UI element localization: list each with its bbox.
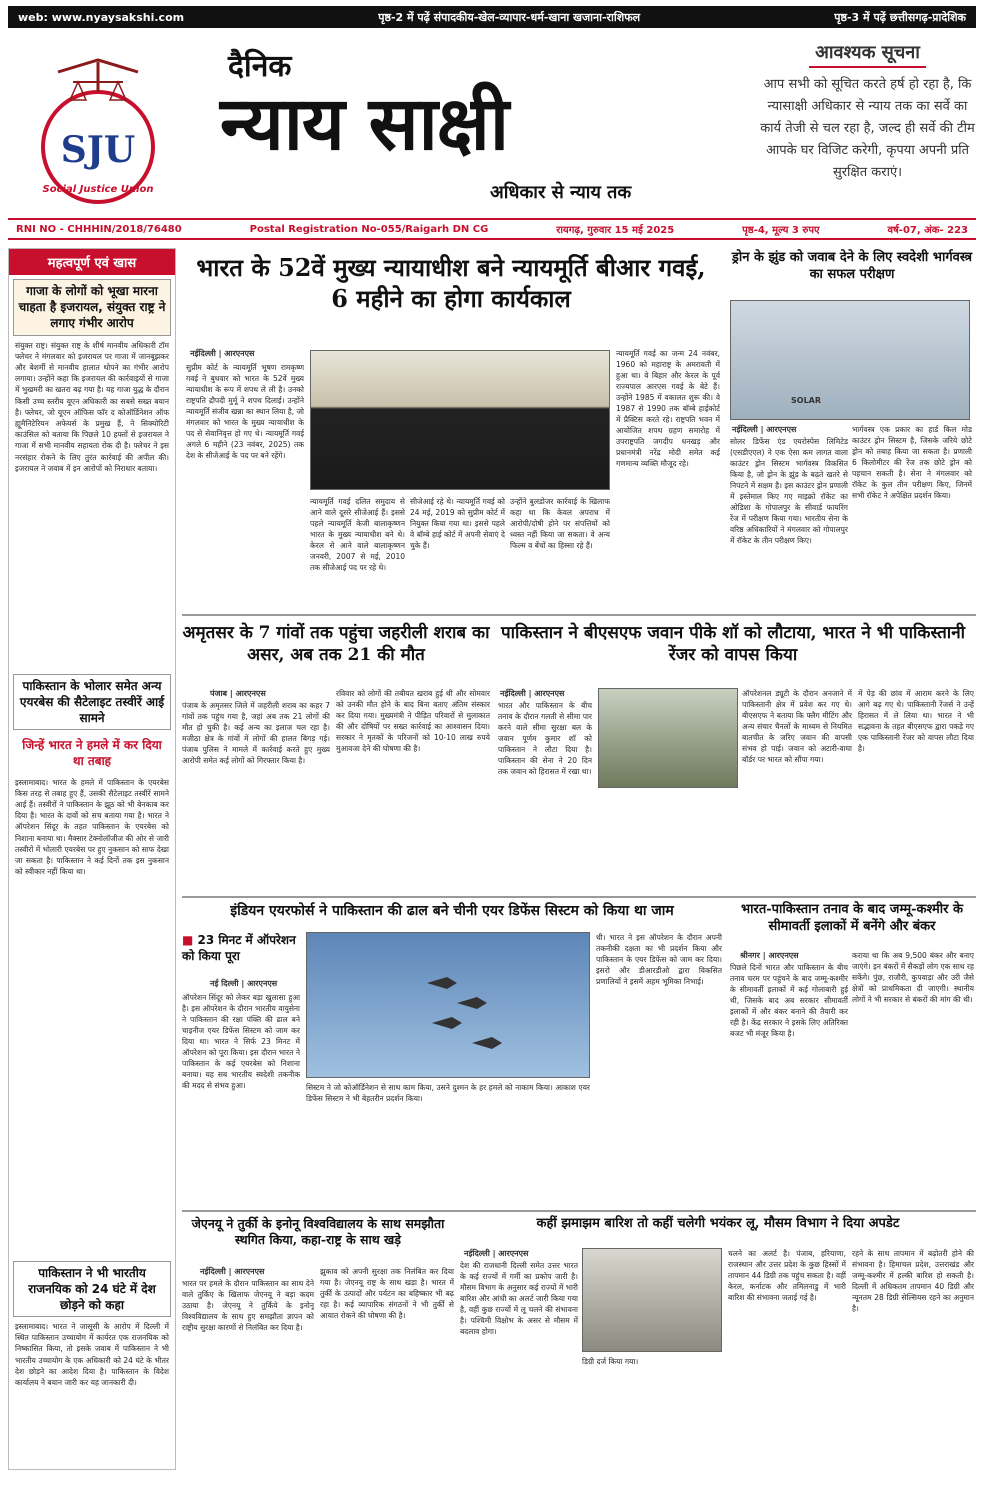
square-bullet-icon: ■ [182, 933, 198, 947]
logo-text: SJU [60, 129, 136, 171]
cji-column-2: न्यायमूर्ति गवई दलित समुदाय से आने वाले दूसरे सीजेआई हैं। इससे पहले न्यायमूर्ति केजी बालाकृष्णन भारत के मुख्य न्यायाधीश बने थे। केरल से आने वाले बालाकृष्णन जनवरी, 2007 से मई, 2010 तक सीजेआई पद पर रहे थे। [310, 497, 405, 572]
cji-dateline: नईदिल्ली | आरएनएस [190, 349, 255, 358]
jnu-dateline: नईदिल्ली | आरएनएस [200, 1267, 265, 1276]
cji-column-4: उन्होंने बुलडोजर कार्रवाई के खिलाफ कहा था कि केवल अपराध में आरोपी/दोषी होने पर संपत्तियों को ध्वस्त नहीं किया जा सकता। वे अन्य फिल्म व बेंचों का हिस्सा रहे हैं। [510, 497, 610, 550]
weather-headline: कहीं झमाझम बारिश तो कहीं चलेगी भयंकर लू, मौसम विभाग ने दिया अपडेट [536, 1216, 900, 1231]
year-issue: वर्ष-07, अंक- 223 [887, 225, 968, 236]
edition-date: रायगढ़, गुरुवार 15 मई 2025 [556, 225, 675, 236]
drone-photo-label: SOLAR [791, 396, 822, 405]
jk-dateline: श्रीनगर | आरएनएस [740, 951, 799, 960]
bsf-dateline: नईदिल्ली | आरएनएस [500, 689, 565, 698]
iaf-column-3: थी। भारत ने इस ऑपरेशन के दौरान अपनी तकनीकी दक्षता का भी प्रदर्शन किया और पाकिस्तान के एयर डिफेंस को जाम कर दिया। इसरो और डीआरडीओ द्वारा विकसित प्रणालियों ने इसमें अहम भूमिका निभाई। [596, 933, 722, 986]
story-satellite-subtitle: जिन्हें भारत ने हमले में कर दिया था तबाह [22, 738, 162, 769]
notice-title: आवश्यक सूचना [809, 40, 926, 68]
masthead-tagline: अधिकार से न्याय तक [490, 182, 632, 203]
bsf-headline: पाकिस्तान ने बीएसएफ जवान पीके शॉ को लौटाया, भारत ने भी पाकिस्तानी रेंजर को वापस किया [500, 623, 966, 666]
liquor-column-2: रविवार को लोगों की तबीयत खराब हुई थी और सोमवार को उनकी मौत होने के बाद बिना बताए अंतिम संस्कार कर दिया गया। मुख्यमंत्री ने पीड़ित परिवारों से मुलाकात की और दोषियों पर सख्त कार्रवाई का आश्वासन दिया। सरकार ने मृतकों के परिजनों को 10-10 लाख रुपये मुआवजा देने की घोषणा की है। [336, 689, 490, 753]
drone-column-2: भार्गवस्त्र एक प्रकार का हार्ड किल मोड काउंटर ड्रोन सिस्टम है, जिसके जरिये छोटे ड्रोन को तबाह किया जा सकता है। प्रणाली 6 किलोमीटर की रेंज तक छोटे ड्रोन को पहचान सकती है। सेना ने मंगलवार को रॉकेट के कुल तीन परीक्षण किए, जिनमें सभी रॉकेट ने अपेक्षित प्रदर्शन किया। [852, 425, 972, 500]
rni-number: RNI NO - CHHHIN/2018/76480 [16, 223, 182, 235]
logo-subtitle: Social Justice Union [42, 184, 154, 195]
jnu-column-1: भारत पर हमले के दौरान पाकिस्तान का साथ देने वाले तुर्किए के खिलाफ जेएनयू ने बड़ा कदम उठाया है। जेएनयू ने तुर्किये के इनोनू विश्वविद्यालय के साथ हुए समझौता ज्ञापन को राष्ट्रीय सुरक्षा कारणों से निलंबित कर दिया है। [182, 1279, 314, 1332]
story-diplomat-text: इस्लामाबाद। भारत ने जासूसी के आरोप में दिल्ली में स्थित पाकिस्तान उच्चायोग में कार्यरत एक राजनयिक को निष्कासित किया, तो इसके जवाब में पाकिस्तान ने भी भारतीय उच्चायोग के एक अधिकारी को 24 घंटे के भीतर देश छोड़ने का आदेश दिया है। पाकिस्तान के विदेश कार्यालय ने बयान जारी कर यह जानकारी दी। [15, 1322, 169, 1388]
cji-column-3: सीजेआई रहे थे। न्यायमूर्ति गवई को 24 मई, 2019 को सुप्रीम कोर्ट में नियुक्त किया गया था। इससे पहले वे बॉम्बे हाई कोर्ट में अपनी सेवाएं दे चुके हैं। [410, 497, 505, 550]
weather-dateline: नईदिल्ली | आरएनएस [464, 1249, 529, 1258]
bsf-photo [598, 688, 738, 788]
masthead-daily: दैनिक [228, 49, 292, 84]
left-column [8, 248, 176, 1470]
cji-column-1: सुप्रीम कोर्ट के न्यायमूर्ति भूषण रामकृष्ण गवई ने बुधवार को भारत के 52वें मुख्य न्यायाधीश के रूप में शपथ ले ली है। उनको राष्ट्रपति द्रौपदी मुर्मू ने शपथ दिलाई। उन्होंने न्यायमूर्ति संजीव खन्ना का स्थान लिया है, जो मंगलवार को भारत के मुख्य न्यायाधीश के पद से सेवानिवृत्त हो गए थे। न्यायमूर्ति गवई अगले 6 महीने (23 नवंबर, 2025) तक देश के सीजेआई के पद पर बने रहेंगे। [186, 363, 304, 460]
page3-note: पृष्ठ-3 में पढ़ें छत्तीसगढ़-प्रादेशिक [834, 10, 966, 24]
drone-headline: ड्रोन के झुंड को जवाब देने के लिए स्वदेशी भार्गवस्त्र का सफल परीक्षण [731, 250, 973, 282]
story-diplomat-title: पाकिस्तान ने भी भारतीय राजनयिक को 24 घंटे में देश छोड़ने को कहा [13, 1261, 171, 1318]
divider [182, 896, 976, 898]
postal-registration: Postal Registration No-055/Raigarh DN CG [249, 223, 489, 235]
bsf-column-2: ऑपरेशनल ड्यूटी के दौरान अनजाने में पाकिस्तानी क्षेत्र में प्रवेश कर गए थे। बीएसएफ ने बताया कि फ्लैग मीटिंग और अन्य संचार चैनलों के माध्यम से नियमित बातचीत के जरिए जवान की वापसी संभव हो पाई। जवान को अटारी-वाघा बॉर्डर पर भारत को सौंपा गया। [742, 689, 852, 764]
story-gaza-title: गाजा के लोगों को भूखा मारना चाहता है इजरायल, संयुक्त राष्ट्र ने लगाए गंभीर आरोप [13, 279, 171, 336]
jnu-column-2: झुकाव को अपनी सुरक्षा तक निलंबित कर दिया गया है। जेएनयू राष्ट्र के साथ खड़ा है। भारत में तुर्की के उत्पादों और पर्यटन का बहिष्कार भी बढ़ रहा है। कई व्यापारिक संगठनों ने भी तुर्की से आयात रोकने की घोषणा की है। [320, 1267, 454, 1320]
iaf-subhead [182, 932, 300, 976]
weather-column-1: देश की राजधानी दिल्ली समेत उत्तर भारत के कई राज्यों में गर्मी का प्रकोप जारी है। मौसम विभाग के अनुसार कई राज्यों में भारी बारिश और आंधी का अलर्ट जारी किया गया है, वहीं कुछ राज्यों में लू चलने की संभावना है। पश्चिमी विक्षोभ के असर से मौसम में बदलाव होगा। [460, 1261, 578, 1336]
jk-column-2: कराया था कि अब 9,500 बंकर और बनाए जाएंगे। इन बंकरों में सैकड़ों लोग एक साथ रह सकेंगे। पुंछ, राजौरी, कुपवाड़ा और उरी जैसे क्षेत्रों को प्राथमिकता दी जाएगी। स्थानीय लोगों ने भी सरकार से बंकरों की मांग की थी। [852, 951, 974, 1004]
bsf-column-3: में पेड़ की छांव में आराम करने के लिए आगे बढ़ गए थे। पाकिस्तानी रेंजर्स ने उन्हें हिरासत में ले लिया था। भारत ने भी सद्भावना के तहत बीएसएफ द्वारा पकड़े गए एक पाकिस्तानी रेंजर को वापस लौटा दिया है। [858, 689, 974, 753]
masthead [200, 30, 720, 220]
divider [182, 614, 976, 616]
iaf-column-1: ऑपरेशन सिंदूर को लेकर बड़ा खुलासा हुआ है। इस ऑपरेशन के दौरान भारतीय वायुसेना ने पाकिस्तान की रक्षा पंक्ति की ढाल बने चाइनीज एयर डिफेंस सिस्टम को जाम कर दिया था। भारत ने सिर्फ 23 मिनट में ऑपरेशन को पूरा किया। इस दौरान भारत ने पाकिस्तान के कई एयरबेस को निशाना बनाया। यह सब भारतीय स्वदेशी तकनीक की मदद से संभव हुआ। [182, 993, 300, 1090]
divider [182, 1210, 976, 1212]
drone-dateline: नईदिल्ली | आरएनएस [732, 425, 797, 434]
liquor-dateline: पंजाब | आरएनएस [210, 689, 266, 698]
website-url[interactable]: web: www.nyaysakshi.com [18, 10, 185, 24]
liquor-column-1: पंजाब के अमृतसर जिले में जहरीली शराब का कहर 7 गांवों तक पहुंच गया है, जहां अब तक 21 लोगों की मौत हो चुकी है। कई अन्य का इलाज चल रहा है। मजीठा क्षेत्र के गांवों में लोगों की हालत बिगड़ गई। पंजाब पुलिस ने मामले में कार्रवाई करते हुए मुख्य आरोपी समेत कई लोगों को गिरफ्तार किया है। [182, 701, 330, 765]
weather-photo-caption: डिग्री दर्ज किया गया। [582, 1357, 639, 1366]
story-satellite-title: पाकिस्तान के भोलार समेत अन्य एयरबेस की सैटेलाइट तस्वीरें आई सामने [13, 674, 171, 731]
page2-note: पृष्ठ-2 में पढ़ें संपादकीय-खेल-व्यापार-धर्म-खाना खजाना-राशिफल [378, 10, 641, 24]
jk-headline: भारत-पाकिस्तान तनाव के बाद जम्मू-कश्मीर के सीमावर्ती इलाकों में बनेंगे और बंकर [741, 902, 963, 934]
story-gaza-text: संयुक्त राष्ट्र। संयुक्त राष्ट्र के शीर्ष मानवीय अधिकारी टॉम फ्लेचर ने मंगलवार को इजरायल पर गाजा में जानबूझकर और बेशर्मी से मानवीय हालात थोपने का गंभीर आरोप लगाया। उन्होंने कहा कि इजरायल की कार्रवाइयों से गाजा में भुखमरी का खतरा बढ़ गया है। यह गाजा युद्ध के दौरान किसी उच्च स्तरीय यूएन अधिकारी का सबसे सख्त बयान है। फ्लेचर, जो यूएन ऑफिस फॉर द कोऑर्डिनेशन ऑफ ह्यूमैनिटेरियन अफेयर्स के प्रमुख हैं, ने सिक्योरिटी काउंसिल को बताया कि पिछले 10 हफ्तों से इजरायल ने गाजा में सभी मानवीय सहायता रोक दी है। फ्लेचर ने इस नरसंहार रोकने के लिए तुरंत कार्रवाई की अपील की। इजरायल ने जवाब में इन आरोपों को निराधार बताया। [15, 340, 169, 473]
jnu-headline: जेएनयू ने तुर्की के इनोनू विश्वविद्यालय के साथ समझौता स्थगित किया, कहा-राष्ट्र के साथ खड़े [191, 1216, 445, 1248]
drone-photo [730, 300, 970, 420]
iaf-headline: इंडियन एयरफोर्स ने पाकिस्तान की ढाल बने चीनी एयर डिफेंस सिस्टम को किया था जाम [230, 903, 674, 919]
masthead-title: न्याय साक्षी [220, 81, 509, 167]
liquor-headline: अमृतसर के 7 गांवों तक पहुंचा जहरीली शराब का असर, अब तक 21 की मौत [182, 623, 490, 666]
iaf-column-2: सिस्टम ने जो कोऑर्डिनेशन से साथ काम किया, उसने दुश्मन के हर हमले को नाकाम किया। आकाश एयर डिफेंस सिस्टम ने भी बेहतरीन प्रदर्शन किया। [306, 1083, 590, 1103]
iaf-subhead-text: 23 मिनट में ऑपरेशन को किया पूरा [182, 933, 296, 963]
iaf-jets-photo [306, 932, 590, 1078]
left-column-heading: महत्वपूर्ण एवं खास [9, 249, 175, 275]
notice-box [760, 40, 975, 210]
story-satellite-text: इस्लामाबाद। भारत के हमले में पाकिस्तान के एयरबेस किस तरह से तबाह हुए हैं, उसकी सैटेलाइट तस्वीरें सामने आई हैं। तस्वीरों ने पाकिस्तान के झूठ को भी बेनकाब कर दिया है। भारत के दावों को सच बताया गया है। भारत ने ऑपरेशन सिंदूर के तहत पाकिस्तान के एयरबेस को निशाना बनाया था। मैक्सार टेक्नोलॉजीज की ओर से जारी तस्वीरों में भोलारी एयरबेस पर हुए नुकसान को साफ देखा जा सकता है। पाकिस्तान ने कई दिनों तक इस नुकसान को स्वीकार नहीं किया था। [15, 777, 169, 877]
jets-graphic [307, 933, 591, 1079]
cji-headline: भारत के 52वें मुख्य न्यायाधीश बने न्यायमूर्ति बीआर गवई, 6 महीने का होगा कार्यकाल [196, 253, 706, 314]
logo [18, 52, 178, 222]
info-bar [8, 218, 976, 240]
cji-photo [310, 350, 610, 490]
iaf-dateline: नई दिल्ली | आरएनएस [210, 979, 278, 988]
jk-column-1: पिछले दिनों भारत और पाकिस्तान के बीच तनाव चरम पर पहुंचने के बाद जम्मू-कश्मीर के सीमावर्ती इलाकों में कई गोलाबारी हुई थी, जिसके बाद अब सरकार सीमावर्ती इलाकों में और बंकर बनाने की तैयारी कर रही है। केंद्र सरकार ने इसके लिए अतिरिक्त बजट भी मंजूर किया है। [730, 963, 848, 1038]
cji-column-5: न्यायमूर्ति गवई का जन्म 24 नवंबर, 1960 को महाराष्ट्र के अमरावती में हुआ था। वे बिहार और केरल के पूर्व राज्यपाल आरएस गवई के बेटे हैं। उन्होंने 1985 में वकालत शुरू की। वे 1987 से 1990 तक बॉम्बे हाईकोर्ट में प्रैक्टिस करते रहे। राष्ट्रपति भवन में आयोजित शपथ ग्रहण समारोह में उपराष्ट्रपति जगदीप धनखड़ और प्रधानमंत्री नरेंद्र मोदी समेत कई गणमान्य व्यक्ति मौजूद रहे। [616, 349, 720, 468]
page-price: पृष्ठ-4, मूल्य 3 रुपए [742, 225, 820, 236]
bsf-column-1: भारत और पाकिस्तान के बीच तनाव के दौरान गलती से सीमा पार करने वाले सीमा सुरक्षा बल के जवान पूर्णम कुमार शॉ को पाकिस्तान ने लौटा दिया है। पाकिस्तान की सेना ने 20 दिन तक जवान को हिरासत में रखा था। [498, 701, 592, 776]
drone-column-1: सोलर डिफेंस एंड एयरोस्पेस लिमिटेड (एसडीएएल) ने एक ऐसा कम लागत वाला काउंटर ड्रोन सिस्टम भार्गवस्त्र विकसित किया है, जो ड्रोन के झुंड के बढ़ते खतरे से निपटने में सक्षम है। इस काउंटर ड्रोन प्रणाली में इस्तेमाल किए गए माइक्रो रॉकेट का ओडिशा के गोपालपुर के सीवार्ड फायरिंग रेंज में परीक्षण किया गया। भारतीय सेना के वरिष्ठ अधिकारियों ने मंगलवार को गोपालपुर में रॉकेट के तीन परीक्षण किए। [730, 437, 848, 545]
notice-text: आप सभी को सूचित करते हर्ष हो रहा है, कि न्यासाक्षी अधिकार से न्याय तक का सर्वे का कार्य तेजी से चल रहा है, जल्द ही सर्वे की टीम आपके घर विजिट करेगी, कृपया अपनी प्रति सुरक्षित कराएं। [760, 77, 975, 180]
weather-photo [582, 1248, 722, 1352]
top-bar [8, 6, 976, 28]
weather-column-3: रहने के साथ तापमान में बढ़ोतरी होने की संभावना है। हिमाचल प्रदेश, उत्तराखंड और जम्मू-कश्मीर में हल्की बारिश हो सकती है। दिल्ली में अधिकतम तापमान 40 डिग्री और न्यूनतम 28 डिग्री सेल्सियस रहने का अनुमान है। [852, 1249, 974, 1313]
scales-logo-icon [18, 52, 178, 222]
weather-column-2: चलने का अलर्ट है। पंजाब, हरियाणा, राजस्थान और उत्तर प्रदेश के कुछ हिस्सों में तापमान 44 डिग्री तक पहुंच सकता है। वहीं केरल, कर्नाटक और तमिलनाडु में भारी बारिश की संभावना जताई गई है। [728, 1249, 846, 1302]
